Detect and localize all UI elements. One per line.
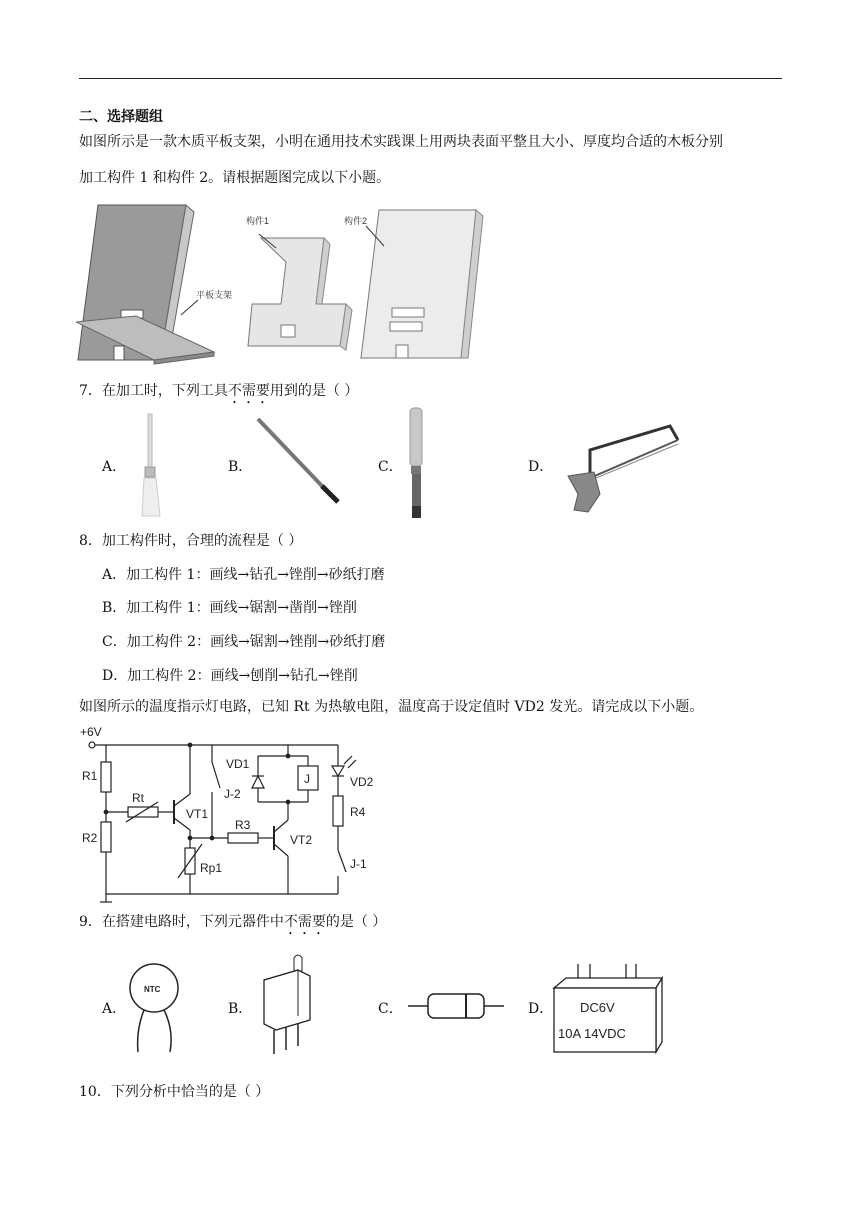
q8-option-c[interactable]: C．加工构件 2：画线→锯割→锉削→砂纸打磨	[102, 634, 386, 650]
j2-label: J-2	[224, 787, 241, 801]
question-10: 10．下列分析中恰当的是（ ）	[79, 1084, 270, 1100]
q8-option-d[interactable]: D．加工构件 2：画线→刨削→钻孔→锉削	[102, 668, 358, 684]
r2-resistor	[101, 822, 111, 852]
awl-icon	[140, 412, 170, 518]
q9-option-a[interactable]: A．	[102, 1001, 127, 1017]
part2-drawing	[361, 210, 483, 358]
r4-resistor	[333, 796, 343, 826]
chisel-icon	[400, 406, 436, 522]
part1-label: 构件1	[246, 216, 270, 226]
vt2-label: VT2	[290, 833, 313, 847]
q7-option-d[interactable]: D．	[528, 459, 554, 475]
stand-drawing	[76, 205, 214, 364]
stand-label: 平板支架	[196, 290, 233, 300]
relay-icon	[548, 958, 668, 1056]
ntc-thermistor-icon	[124, 960, 190, 1056]
transistor-icon	[254, 950, 324, 1058]
r1-label: R1	[82, 769, 98, 783]
header-rule	[79, 78, 782, 79]
question-9: 9．在搭建电路时，下列元器件中不需要的是（ ）	[79, 914, 387, 930]
r4-label: R4	[350, 805, 366, 819]
vd2-label: VD2	[350, 775, 374, 789]
intro-line-1: 如图所示是一款木质平板支架，小明在通用技术实践课上用两块表面平整且大小、厚度均合适的木板分别	[79, 134, 723, 150]
r3-label: R3	[235, 818, 251, 832]
q7-option-c[interactable]: C．	[378, 459, 403, 475]
q8-option-b[interactable]: B．加工构件 1：画线→锯割→凿削→锉削	[102, 600, 357, 616]
vd1-label: VD1	[226, 757, 250, 771]
file-icon	[250, 414, 345, 508]
temperature-indicator-circuit	[78, 722, 378, 904]
r2-label: R2	[82, 831, 98, 845]
question-7: 7．在加工时，下列工具不需要用到的是（ ）	[79, 383, 359, 399]
intro-line-2: 加工构件 1 和构件 2。请根据题图完成以下小题。	[79, 170, 391, 186]
relay-rating-2: 10A 14VDC	[558, 1026, 626, 1041]
q9-option-d[interactable]: D．	[528, 1001, 554, 1017]
vd2-led	[332, 766, 344, 776]
part2-label: 构件2	[344, 216, 368, 226]
r3-resistor	[228, 833, 258, 843]
rt-label: Rt	[132, 791, 144, 805]
section-title: 二、选择题组	[79, 109, 163, 125]
relay-rating-1: DC6V	[580, 1000, 615, 1015]
q8-option-a[interactable]: A．加工构件 1：画线→钻孔→锉削→砂纸打磨	[102, 567, 385, 583]
tablet-stand-figure	[76, 200, 496, 365]
circuit-intro: 如图所示的温度指示灯电路，已知 Rt 为热敏电阻，温度高于设定值时 VD2 发光。请完成以下小题。	[79, 699, 704, 715]
vt1-label: VT1	[186, 807, 209, 821]
question-8: 8．加工构件时，合理的流程是（ ）	[79, 533, 303, 549]
vcc-label: +6V	[80, 725, 102, 739]
relay-j-label: J	[304, 772, 310, 786]
part1-drawing	[248, 238, 352, 350]
ntc-label: NTC	[144, 985, 161, 994]
hacksaw-icon	[560, 416, 682, 516]
rp1-label: Rp1	[200, 861, 223, 875]
r1-resistor	[101, 762, 111, 792]
j1-label: J-1	[350, 857, 367, 871]
q7-option-a[interactable]: A．	[102, 459, 127, 475]
diode-icon	[406, 988, 506, 1024]
q9-option-b[interactable]: B．	[228, 1001, 253, 1017]
q9-option-c[interactable]: C．	[378, 1001, 403, 1017]
q7-option-b[interactable]: B．	[228, 459, 253, 475]
